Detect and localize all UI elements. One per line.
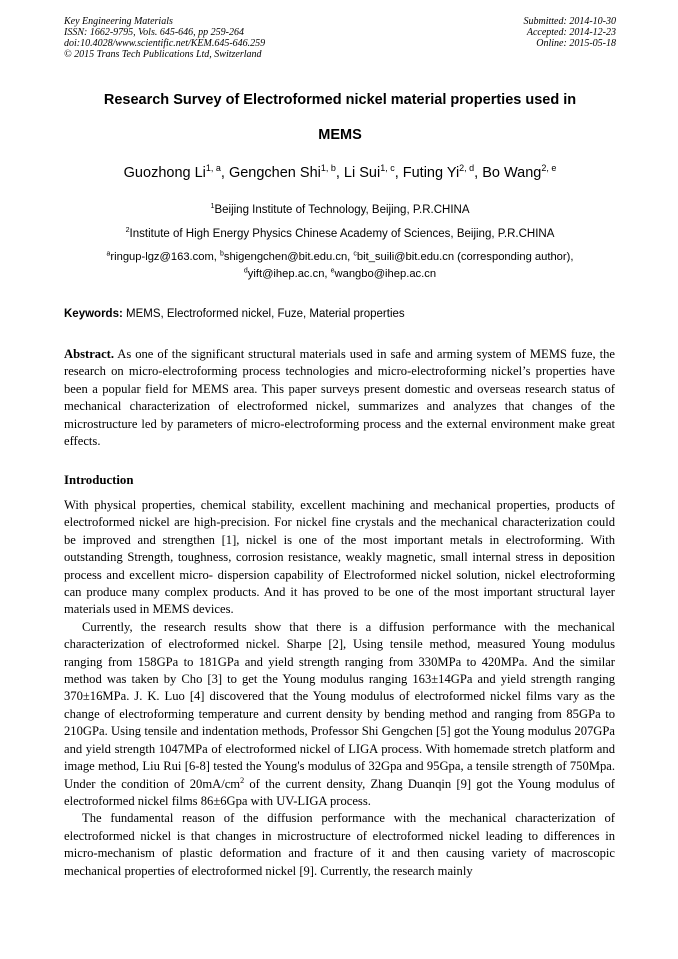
keywords-text: MEMS, Electroformed nickel, Fuze, Material properties [126, 308, 405, 320]
journal-header [64, 16, 265, 60]
introduction-heading: Introduction [64, 473, 134, 487]
paper-title-line-1: Research Survey of Electroformed nickel material properties used in [103, 92, 577, 108]
author-name: Futing Yi [402, 165, 460, 181]
author-affiliation-mark: 1, c [380, 163, 395, 174]
author-name: Gengchen Shi [228, 165, 321, 181]
affiliation-text: Beijing Institute of Technology, Beijing, P.R.CHINA [214, 204, 470, 216]
paper-title-line-2: MEMS [318, 127, 362, 143]
author-name: Bo Wang [482, 165, 542, 181]
affiliation-text: Institute of High Energy Physics Chinese Academy of Sciences, Beijing, P.R.CHINA [129, 228, 555, 240]
keywords-label: Keywords: [64, 308, 123, 320]
keywords [64, 308, 405, 320]
intro-paragraph-2-part-b: of the current density, Zhang Duanqin [9] got the Young modulus of electroformed nickel films 86±6Gpa with UV-LIGA process. [64, 776, 615, 808]
email-line-1 [64, 249, 616, 266]
abstract [64, 346, 615, 450]
intro-paragraph-2-part-a: Currently, the research results show that there is a diffusion performance with the mechanical characterization of electroformed nickel. Sharpe [2], Using tensile method, measured Young modulus ranging from 158GPa to 181GPa and yield strength ranging from 330MPa to 420MPa. And the similar method was taken by Cho [3] to get the Young modulus ranging 163±14GPa and yield strength ranging 370±16MPa. J. K. Luo [4] discovered that the Young modulus of electroformed nickel films vary as the change of electroforming temperature and current density by bending method and ranging from 85GPa to 210GPa. Using tensile and indentation methods, Professor Shi Gengchen [5] got the Young modulus 207GPa and yield strength 1047MPa of electroformed nickel of LIGA process. With homemade stretch platform and image method, Liu Rui [6-8] tested the Young's modulus of 32Gpa and 95Gpa, a tensile strength of 750Mpa. Under the condition of 20mA/cm [64, 619, 615, 791]
intro-paragraph-2 [64, 619, 615, 810]
journal-copyright: © 2015 Trans Tech Publications Ltd, Switzerland [64, 49, 262, 60]
submitted-date: Submitted: 2014-10-30 [523, 16, 616, 27]
affiliation-1 [64, 204, 616, 216]
author-list: Guozhong Li$^{1, a}$, Gengchen Shi$^{1, b}$, Li Sui$^{1, c}$, Futing Yi$^{2, d}$, Bo Wang$^{2, e}$ [123, 163, 557, 181]
abstract-paragraph [64, 346, 615, 450]
journal-doi: doi:10.4028/www.scientific.net/KEM.645-646.259 [64, 38, 266, 49]
author-affiliation-mark: 2, d [459, 163, 475, 174]
intro-paragraph-1: With physical properties, chemical stability, excellent machining and mechanical properties, products of electroformed nickel are high-precision. For nickel fine crystals and the mechanical characterization could be improved and strengthen [1], nickel is one of the most important metals in electroforming. With outstanding Strength, toughness, corrosion resistance, weakly magnetic, small internal stress in deposition process and excellent micro- dispersion capability of Electroformed nickel solution, nickel electroforming can produce many complex products. And it has proved to be one of the most important structural layer materials used in MEMS devices. [64, 498, 615, 617]
email-a[interactable]: ringup-lgz@163.com, [110, 251, 217, 263]
email-mark: e [330, 267, 335, 275]
email-mark: a [106, 250, 111, 258]
journal-name: Key Engineering Materials [64, 16, 173, 27]
email-d[interactable]: yift@ihep.ac.cn, [247, 268, 328, 280]
online-date: Online: 2015-05-18 [536, 38, 616, 49]
email-mark: c [353, 250, 357, 258]
abstract-label: Abstract. [64, 347, 115, 361]
author-affiliation-mark: 1, a [205, 163, 221, 174]
email-mark: b [220, 250, 224, 258]
email-b[interactable]: shigengchen@bit.edu.cn, [223, 251, 351, 263]
affiliation-mark: 2 [125, 226, 130, 235]
journal-issn: ISSN: 1662-9795, Vols. 645-646, pp 259-264 [64, 27, 244, 38]
email-c[interactable]: bit_suili@bit.edu.cn (corresponding author), [356, 251, 574, 263]
affiliation-2 [64, 228, 616, 240]
author-affiliation-mark: 1, b [320, 163, 336, 174]
introduction-body [64, 497, 615, 880]
intro-paragraph-3: The fundamental reason of the diffusion performance with the mechanical characterization of electroformed nickel is that changes in microstructure of electroformed nickel leading to differences in micro-mechanism of plastic deformation and fracture of it and then causing variety of macroscopic mechanical properties of electroformed nickel [9]. Currently, the research mainly [64, 811, 615, 878]
email-line-2 [64, 266, 616, 283]
affiliation-mark: 1 [210, 202, 215, 211]
author-affiliation-mark: 2, e [541, 163, 557, 174]
abstract-text: As one of the significant structural materials used in safe and arming system of MEMS fuze, the research on micro-electroforming process technologies and micro-electroforming nickel’s properties have been a popular field for MEMS area. This paper surveys present domestic and overseas research status of mechanical characterization of electroformed nickel, summarizes and analyzes that changes of the microstructure led by parameters of micro-electroforming process and the external environment make great effects. [64, 347, 615, 449]
author-name: Li Sui [343, 165, 381, 181]
email-e[interactable]: wangbo@ihep.ac.cn [334, 268, 437, 280]
superscript: 2 [240, 775, 245, 785]
email-mark: d [243, 267, 248, 275]
accepted-date: Accepted: 2014-12-23 [526, 27, 616, 38]
dates-header [524, 16, 617, 49]
author-name: Guozhong Li [123, 165, 206, 181]
